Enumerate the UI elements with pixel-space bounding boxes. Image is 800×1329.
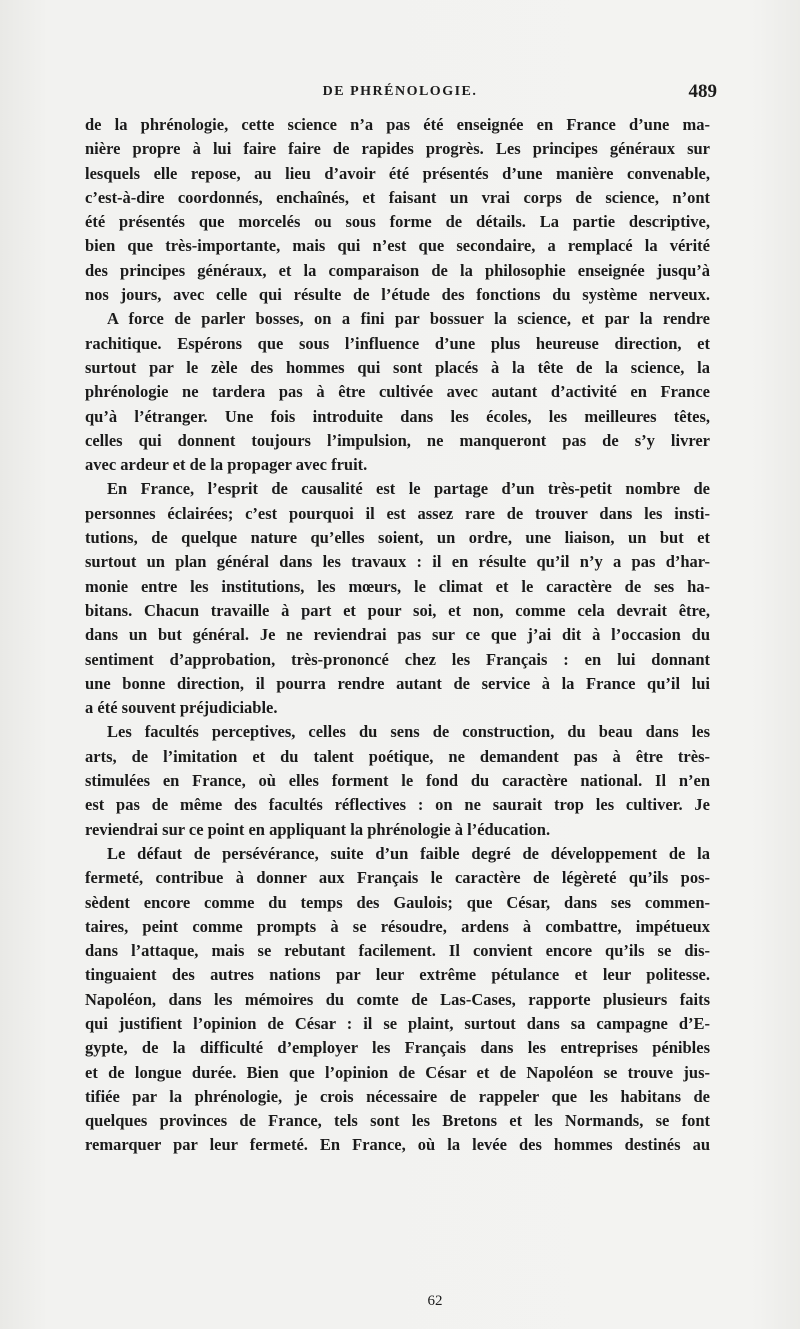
text-line: une bonne direction, il pourra rendre autant de service à la France qu’il lui [85,673,710,693]
text-line: quelques provinces de France, tels sont les Bretons et les Normands, se font [85,1111,710,1131]
text-line: qui justifient l’opinion de César : il se plaint, surtout dans sa campagne d’E- [85,1013,710,1033]
text-line: bien que très-importante, mais qui n’est que secondaire, a remplacé la vérité [85,236,710,256]
text-line: surtout par le zèle des hommes qui sont placés à la tête de la science, la [85,357,710,377]
signature-mark: 62 [427,1293,443,1309]
text-line: celles qui donnent toujours l’impulsion, ne manqueront pas de s’y livrer [85,430,710,450]
text-line: Le défaut de persévérance, suite d’un faible degré de développement de la [107,843,710,863]
text-line: reviendrai sur ce point en appliquant la phrénologie à l’éducation. [85,819,551,839]
text-line: lesquels elle repose, au lieu d’avoir été présentés d’une manière convenable, [85,163,710,183]
text-line: monie entre les institutions, les mœurs, le climat et le caractère de ses ha- [85,576,710,596]
text-line: stimulées en France, où elles forment le fond du caractère national. Il n’en [85,771,710,791]
text-line: c’est-à-dire coordonnés, enchaînés, et faisant un vrai corps de science, n’ont [85,187,710,207]
text-line: gypte, de la difficulté d’employer les Français dans les entreprises pénibles [85,1038,710,1058]
text-line: arts, de l’imitation et du talent poétique, ne demandent pas à être très- [85,746,710,766]
text-line: bitans. Chacun travaille à part et pour soi, et non, comme cela devrait être, [85,600,710,620]
text-line: En France, l’esprit de causalité est le partage d’un très-petit nombre de [107,479,710,499]
running-title: DE PHRÉNOLOGIE. [322,84,478,99]
text-line: surtout un plan général dans les travaux : il en résulte qu’il n’y a pas d’har- [85,552,710,572]
text-line: rachitique. Espérons que sous l’influence d’une plus heureuse direction, et [85,333,710,353]
text-line: phrénologie ne tardera pas à être cultivée avec autant d’activité en France [85,382,710,402]
text-line: Napoléon, dans les mémoires du comte de Las-Cases, rapporte plusieurs faits [85,989,710,1009]
text-line: fermeté, contribue à donner aux Français le caractère de légèreté qu’ils pos- [85,868,710,888]
text-line: tinguaient des autres nations par leur extrême pétulance et leur politesse. [85,965,710,985]
text-line: avec ardeur et de la propager avec fruit. [85,455,368,475]
text-line: et de longue durée. Bien que l’opinion de César et de Napoléon se trouve jus- [85,1062,710,1082]
text-line: tifiée par la phrénologie, je crois nécessaire de rappeler que les habitans de [85,1086,710,1106]
text-line: taires, peint comme prompts à se résoudre, ardens à combattre, impétueux [85,916,710,936]
page-number: 489 [688,81,717,102]
text-line: personnes éclairées; c’est pourquoi il est assez rare de trouver dans les insti- [85,503,710,523]
text-line: nos jours, avec celle qui résulte de l’étude des fonctions du système nerveux. [85,285,710,305]
running-head [0,80,800,104]
text-line: dans l’attaque, mais se rebutant facilement. Il convient encore qu’ils se dis- [85,941,710,961]
text-line: a été souvent préjudiciable. [85,698,278,718]
text-line: des principes généraux, et la comparaison de la philosophie enseignée jusqu’à [85,260,710,280]
text-line: sèdent encore comme du temps des Gaulois; que César, dans ses commen- [85,892,710,912]
text-line: est pas de même des facultés réflectives : on ne saurait trop les cultiver. Je [85,795,710,815]
text-line: nière propre à lui faire faire de rapides progrès. Les principes généraux sur [85,139,710,159]
text-line: qu’à l’étranger. Une fois introduite dans les écoles, les meilleures têtes, [85,406,710,426]
text-line: été présentés que morcelés ou sous forme de détails. La partie descriptive, [85,212,710,232]
text-line: sentiment d’approbation, très-prononcé chez les Français : en lui donnant [85,649,710,669]
text-line: dans un but général. Je ne reviendrai pas sur ce que j’ai dit à l’occasion du [85,625,710,645]
text-line: A force de parler bosses, on a fini par bossuer la science, et par la rendre [107,309,710,329]
body-text [85,113,710,1158]
text-line: remarquer par leur fermeté. En France, où la levée des hommes destinés au [85,1135,710,1155]
text-line: tutions, de quelque nature qu’elles soient, un ordre, une liaison, un but et [85,528,710,548]
text-line: Les facultés perceptives, celles du sens de construction, du beau dans les [107,722,710,742]
text-line: de la phrénologie, cette science n’a pas été enseignée en France d’une ma- [85,115,710,134]
